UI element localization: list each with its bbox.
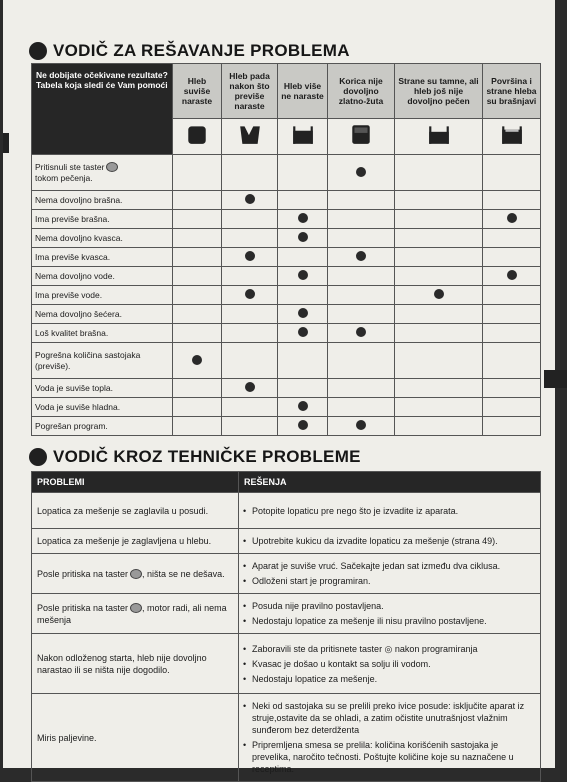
bullet-dot-icon [29,448,47,466]
solution-cell [239,529,541,554]
cell-col-6 [483,229,541,248]
cell-col-2 [222,324,278,343]
solution-item: • Zaboravili ste da pritisnete taster ◎ nakon programiranja [242,643,535,655]
row-label-text: Nema dovoljno kvasca. [35,232,123,243]
cell-col-4 [328,324,395,343]
row-label-text: Pogrešna količina sastojaka (previše). [35,349,141,371]
cell-col-2 [222,191,278,210]
row-label [32,248,173,267]
solution-item: • Pripremljena smesa se prelila: količina korišćenih sastojaka je prevelika, naročito tečnosti. Poštujte količine koje su naznačene u receptima. [242,739,535,775]
cell-col-6 [483,343,541,379]
cell-col-1 [173,248,222,267]
problem-text: Posle pritiska na taster [37,568,129,579]
cell-col-4 [328,229,395,248]
row-label-text: Nema dovoljno vode. [35,270,115,281]
bread-floury-icon [500,122,524,146]
row-label-text: Ima previše vode. [35,289,103,300]
solution-item: • Upotrebite kukicu da izvadite lopaticu za mešenje (strana 49). [242,535,535,547]
bread-icon-cell [483,119,541,155]
cause-dot-icon [298,232,308,242]
cell-col-5 [395,191,483,210]
solution-list [242,643,535,685]
problem-text: Miris paljevine. [37,732,97,743]
cell-col-1 [173,286,222,305]
bread-pale-crust-icon [349,122,373,146]
cell-col-5 [395,286,483,305]
bread-flat-icon [291,122,315,146]
solution-list [242,505,535,517]
solution-list [242,535,535,547]
cell-col-1 [173,229,222,248]
cell-col-5 [395,267,483,286]
cell-col-6 [483,210,541,229]
table-row [32,529,541,554]
row-label [32,398,173,417]
row-label-text: Voda je suviše topla. [35,382,113,393]
bread-icon-cell [278,119,328,155]
cell-col-3 [278,305,328,324]
cell-col-4 [328,343,395,379]
cell-col-1 [173,210,222,229]
table-row [32,398,541,417]
bread-icon-cell [395,119,483,155]
cause-dot-icon [298,308,308,318]
table-row [32,286,541,305]
table-row [32,694,541,782]
cause-dot-icon [298,420,308,430]
column-header-1: Hleb suviše naraste [173,64,222,119]
bread-collapsed-icon [238,122,262,146]
column-header-5: Strane su tamne, ali hleb još nije dovoljno pečen [395,64,483,119]
bread-icon-cell [328,119,395,155]
solution-list [242,700,535,775]
solution-list [242,560,535,587]
cell-col-5 [395,155,483,191]
solution-item: • Potopite lopaticu pre nego što je izvadite iz aparata. [242,505,535,517]
cause-dot-icon [298,270,308,280]
cell-col-3 [278,191,328,210]
row-label-suffix: tokom pečenja. [35,172,93,183]
table-row [32,554,541,594]
column-header-2: Hleb pada nakon što previše naraste [222,64,278,119]
cell-col-3 [278,286,328,305]
cell-col-2 [222,398,278,417]
table-row [32,248,541,267]
cause-dot-icon [245,251,255,261]
cell-col-3 [278,155,328,191]
cell-col-6 [483,155,541,191]
row-label-text: Nema dovoljno brašna. [35,194,123,205]
cell-col-4 [328,305,395,324]
cell-col-5 [395,343,483,379]
cell-col-1 [173,343,222,379]
table-row [32,324,541,343]
cell-col-1 [173,398,222,417]
row-label [32,191,173,210]
cell-col-4 [328,210,395,229]
cell-col-5 [395,305,483,324]
cell-col-6 [483,324,541,343]
bullet-dot-icon [29,42,47,60]
row-label-text: Pritisnuli ste taster [35,161,105,172]
chapter-tab-right [544,370,567,388]
cell-col-3 [278,229,328,248]
cause-dot-icon [298,327,308,337]
solution-cell [239,554,541,594]
row-label [32,267,173,286]
cell-col-2 [222,305,278,324]
solution-cell [239,493,541,529]
cause-dot-icon [192,355,202,365]
row-label [32,286,173,305]
cause-dot-icon [356,167,366,177]
cell-col-6 [483,191,541,210]
cell-col-6 [483,248,541,267]
row-label [32,210,173,229]
cell-col-5 [395,248,483,267]
problem-cell [32,594,239,634]
cell-col-5 [395,398,483,417]
solution-item: • Kvasac je došao u kontakt sa solju ili vodom. [242,658,535,670]
cell-col-2 [222,210,278,229]
row-label-text: Ima previše brašna. [35,213,110,224]
problem-text: Nakon odloženog starta, hleb nije dovoljno narastao ili se ništa nije dogodilo. [37,652,207,675]
cell-col-4 [328,286,395,305]
table-row [32,634,541,694]
problem-cell [32,694,239,782]
solution-item: • Neki od sastojaka su se prelili preko ivice posude: isključite aparat iz struje,ostavite da se ohladi, a zatim očistite unutrašnjost vlažnim sunđerom bez deterdženta [242,700,535,736]
row-label-text: Nema dovoljno šećera. [35,308,122,319]
start-button-icon [106,162,118,172]
cell-col-3 [278,248,328,267]
cell-col-3 [278,343,328,379]
section1-title: VODIČ ZA REŠAVANJE PROBLEMA [53,41,350,60]
header-solutions: REŠENJA [239,472,541,493]
cause-dot-icon [356,251,366,261]
chapter-tab-left [3,133,9,153]
cell-col-2 [222,229,278,248]
cell-col-5 [395,210,483,229]
row-label-text: Pogrešan program. [35,420,108,431]
solution-item: • Aparat je suviše vruć. Sačekajte jedan sat između dva ciklusa. [242,560,535,572]
cell-col-3 [278,210,328,229]
row-label [32,379,173,398]
cell-col-1 [173,379,222,398]
table-row [32,379,541,398]
table-row [32,305,541,324]
problem-text-suffix: , ništa se ne dešava. [142,568,225,579]
table-row [32,594,541,634]
start-button-icon [130,603,142,613]
bread-icon-cell [173,119,222,155]
cell-col-5 [395,229,483,248]
table-row [32,191,541,210]
solution-item: • Odloženi start je programiran. [242,575,535,587]
cell-col-4 [328,417,395,436]
cause-dot-icon [434,289,444,299]
table-row [32,267,541,286]
table-intro: Ne dobijate očekivane rezultate? Tabela koja sledi će Vam pomoći [32,64,173,155]
cell-col-2 [222,417,278,436]
problem-cell [32,634,239,694]
table-row [32,417,541,436]
header-problems: PROBLEMI [32,472,239,493]
cause-dot-icon [245,289,255,299]
table-row [32,155,541,191]
cell-col-2 [222,286,278,305]
cause-dot-icon [507,270,517,280]
cell-col-3 [278,324,328,343]
manual-page [3,0,555,774]
cell-col-2 [222,379,278,398]
cell-col-1 [173,305,222,324]
row-label [32,229,173,248]
problem-text: Posle pritiska na taster [37,602,129,613]
cell-col-6 [483,305,541,324]
section2-title: VODIČ KROZ TEHNIČKE PROBLEME [53,447,361,466]
row-label [32,417,173,436]
cell-col-5 [395,417,483,436]
bread-dark-sides-icon [427,122,451,146]
solution-list [242,600,535,627]
cell-col-3 [278,379,328,398]
cell-col-6 [483,267,541,286]
table-row [32,493,541,529]
cell-col-2 [222,343,278,379]
row-label [32,155,173,191]
cause-dot-icon [298,213,308,223]
cell-col-3 [278,267,328,286]
solution-item: • Nedostaju lopatice za mešenje ili nisu pravilno postavljene. [242,615,535,627]
cell-col-5 [395,379,483,398]
solution-cell [239,634,541,694]
cause-dot-icon [245,194,255,204]
troubleshooting-table [31,63,541,436]
column-header-6: Površina i strane hleba su brašnjavi [483,64,541,119]
table-row [32,210,541,229]
cell-col-1 [173,267,222,286]
cell-col-1 [173,155,222,191]
column-header-4: Korica nije dovoljno zlatno-žuta [328,64,395,119]
table-row [32,229,541,248]
cause-dot-icon [507,213,517,223]
cell-col-2 [222,155,278,191]
row-label-text: Ima previše kvasca. [35,251,111,262]
bread-risen-icon [185,122,209,146]
problem-text: Lopatica za mešenje je zaglavljena u hlebu. [37,536,212,546]
cell-col-4 [328,379,395,398]
cell-col-2 [222,248,278,267]
cause-dot-icon [298,401,308,411]
solution-cell [239,694,541,782]
problem-cell [32,554,239,594]
section2-heading [29,447,361,467]
cell-col-6 [483,286,541,305]
cell-col-6 [483,417,541,436]
cell-col-6 [483,398,541,417]
cell-col-4 [328,267,395,286]
solution-cell [239,594,541,634]
cause-dot-icon [356,327,366,337]
cell-col-4 [328,248,395,267]
row-label [32,324,173,343]
cell-col-4 [328,398,395,417]
problem-cell [32,493,239,529]
cell-col-6 [483,379,541,398]
cause-dot-icon [356,420,366,430]
problem-text-suffix: , motor radi, ali nema mešenja [37,602,227,625]
problem-text: Lopatica za mešenje se zaglavila u posudi. [37,505,209,516]
row-label-text: Loš kvalitet brašna. [35,327,109,338]
section1-heading [29,41,350,61]
solution-item: • Posuda nije pravilno postavljena. [242,600,535,612]
cell-col-2 [222,267,278,286]
cell-col-4 [328,155,395,191]
column-header-3: Hleb više ne naraste [278,64,328,119]
cell-col-3 [278,417,328,436]
bread-icon-cell [222,119,278,155]
solution-item: • Nedostaju lopatice za mešenje. [242,673,535,685]
cell-col-4 [328,191,395,210]
cell-col-1 [173,417,222,436]
row-label [32,343,173,379]
table-row [32,343,541,379]
start-button-icon [130,569,142,579]
cell-col-1 [173,324,222,343]
cell-col-1 [173,191,222,210]
cause-dot-icon [245,382,255,392]
cell-col-3 [278,398,328,417]
cell-col-5 [395,324,483,343]
row-label-text: Voda je suviše hladna. [35,401,121,412]
problem-cell [32,529,239,554]
row-label [32,305,173,324]
technical-problems-table [31,471,541,782]
